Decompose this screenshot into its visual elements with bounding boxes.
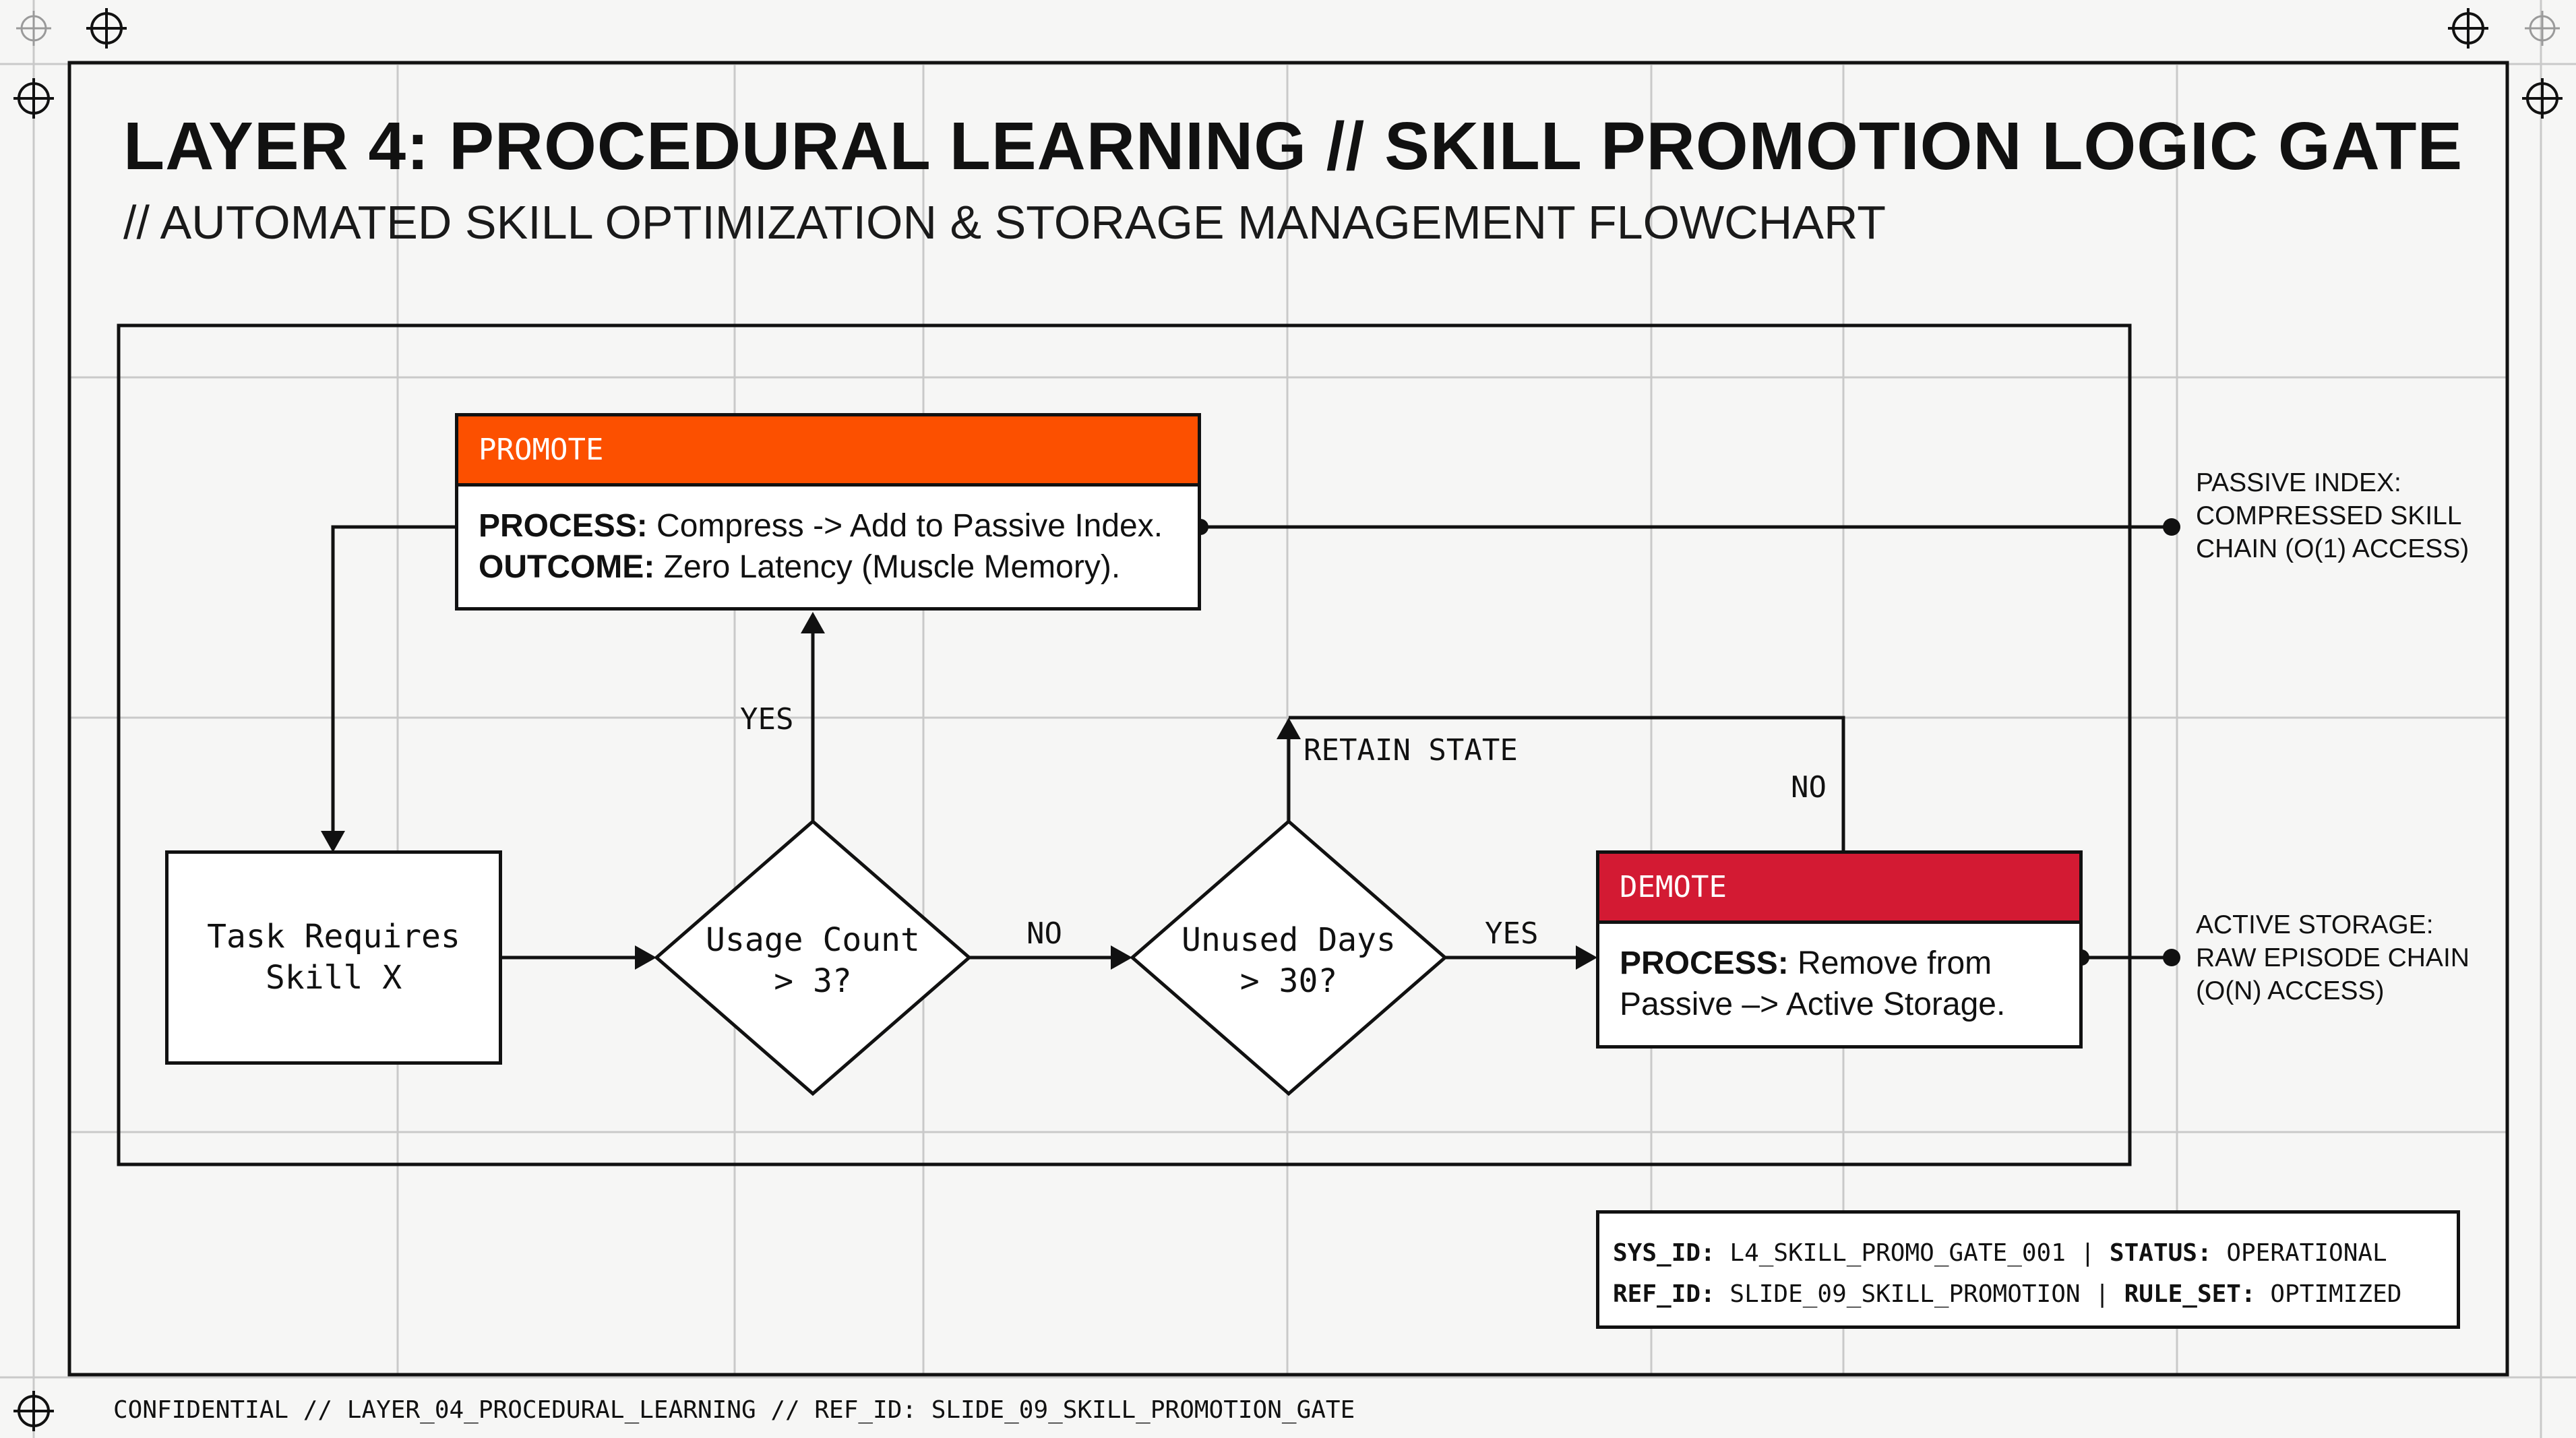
active-storage-label: ACTIVE STORAGE: RAW EPISODE CHAIN (O(N) ACCESS) xyxy=(2196,910,2470,1005)
arrow-up-icon xyxy=(1277,718,1301,739)
promote-outcome-text: Zero Latency (Muscle Memory). xyxy=(654,549,1121,585)
promote-box xyxy=(455,413,1201,611)
demote-process-text: Remove from Passive –> Active Storage. xyxy=(1620,945,2006,1022)
system-info-box xyxy=(1596,1210,2460,1329)
promote-body xyxy=(458,487,1198,588)
promote-outcome-label: OUTCOME: xyxy=(479,549,655,585)
passive-index-label: PASSIVE INDEX: COMPRESSED SKILL CHAIN (O(1) ACCESS) xyxy=(2196,468,2470,563)
crosshair-icon xyxy=(2522,78,2563,119)
crosshair-icon xyxy=(16,11,51,46)
arrow-down-icon xyxy=(321,831,345,852)
promote-process-label: PROCESS: xyxy=(479,508,648,544)
crosshair-icon xyxy=(2525,11,2560,46)
crosshair-icon xyxy=(86,8,127,49)
arrow-right-icon xyxy=(635,945,656,970)
promote-header: PROMOTE xyxy=(458,416,1198,487)
page-title: LAYER 4: PROCEDURAL LEARNING // SKILL PROMOTION LOGIC GATE xyxy=(123,108,2463,184)
sys-id-line xyxy=(1613,1232,2457,1274)
status-value: OPERATIONAL xyxy=(2211,1239,2387,1267)
ref-id-line xyxy=(1613,1274,2457,1315)
crosshair-icon xyxy=(13,78,54,119)
demote-box xyxy=(1596,850,2083,1049)
ref-id-value: SLIDE_09_SKILL_PROMOTION | xyxy=(1715,1280,2124,1308)
no-label-demote: NO xyxy=(1791,770,1827,805)
ref-id-label: REF_ID: xyxy=(1613,1280,1715,1308)
crosshair-icon xyxy=(13,1391,54,1431)
task-node-label: Task Requires Skill X xyxy=(207,918,460,997)
sys-id-label: SYS_ID: xyxy=(1613,1239,1715,1267)
rule-set-label: RULE_SET: xyxy=(2124,1280,2256,1308)
arrow-up-icon xyxy=(801,612,825,633)
crosshair-icon xyxy=(2448,8,2488,49)
no-label-usage: NO xyxy=(1026,916,1062,951)
arrow-right-icon xyxy=(1111,945,1132,970)
demote-body xyxy=(1599,924,2079,1025)
promote-outcome-line xyxy=(479,546,1177,588)
task-node xyxy=(165,850,502,1065)
connector-dot xyxy=(2163,949,2180,966)
rule-set-value: OPTIMIZED xyxy=(2255,1280,2402,1308)
promote-process-line xyxy=(479,505,1177,546)
arrow-right-icon xyxy=(1576,945,1597,970)
page-subtitle: // AUTOMATED SKILL OPTIMIZATION & STORAGE MANAGEMENT FLOWCHART xyxy=(123,196,1886,249)
status-label: STATUS: xyxy=(2109,1239,2212,1267)
demote-process-label: PROCESS: xyxy=(1620,945,1789,981)
unused-days-label: Unused Days > 30? xyxy=(1182,921,1396,1000)
usage-count-label: Usage Count > 3? xyxy=(706,921,920,1000)
promote-process-text: Compress -> Add to Passive Index. xyxy=(647,508,1163,544)
demote-header: DEMOTE xyxy=(1599,854,2079,924)
yes-label-unused: YES xyxy=(1485,916,1539,951)
retain-state-label: RETAIN STATE xyxy=(1304,733,1518,768)
connector-dot xyxy=(2163,518,2180,536)
yes-label-usage: YES xyxy=(740,702,794,737)
footer-text: CONFIDENTIAL // LAYER_04_PROCEDURAL_LEARNING // REF_ID: SLIDE_09_SKILL_PROMOTION_GATE xyxy=(113,1396,1355,1424)
sys-id-value: L4_SKILL_PROMO_GATE_001 | xyxy=(1715,1239,2110,1267)
